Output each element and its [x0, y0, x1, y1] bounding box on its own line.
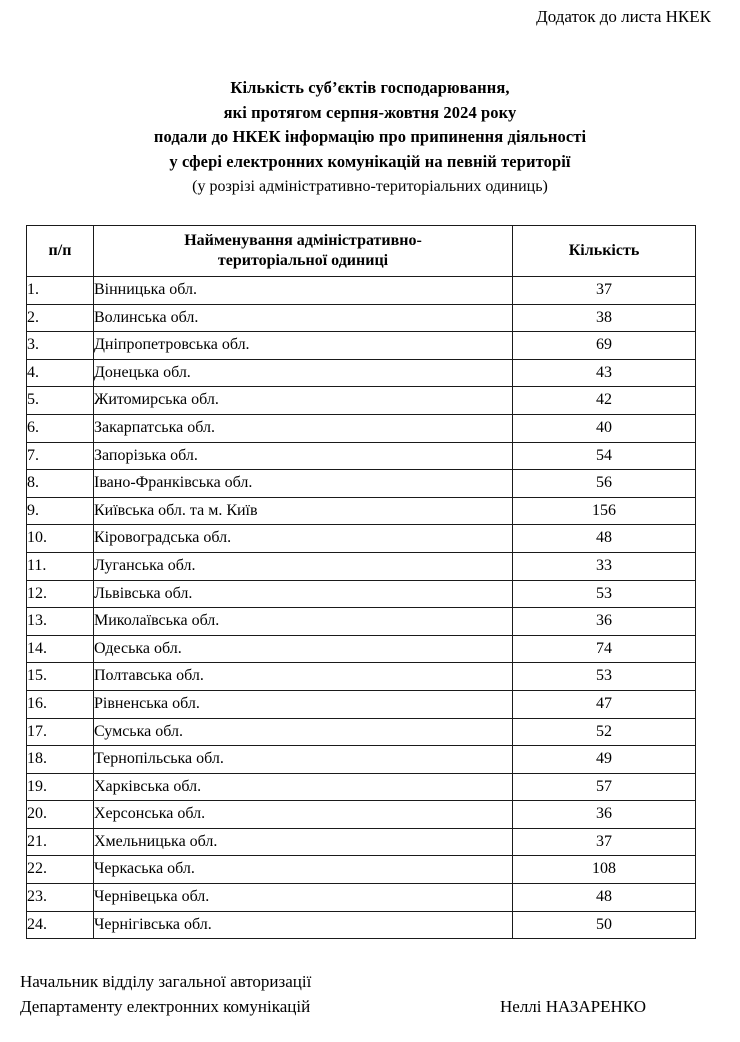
row-region-name: Донецька обл. [94, 359, 513, 387]
row-count: 108 [513, 856, 696, 884]
row-region-name: Черкаська обл. [94, 856, 513, 884]
signature-position-line1: Начальник відділу загальної авторизації [20, 972, 312, 991]
table-row [27, 856, 696, 884]
table-row [27, 773, 696, 801]
column-header-name [94, 226, 513, 277]
row-count: 42 [513, 387, 696, 415]
row-region-name: Луганська обл. [94, 552, 513, 580]
row-count: 49 [513, 746, 696, 774]
row-region-name: Кіровоградська обл. [94, 525, 513, 553]
row-number: 23. [27, 884, 94, 912]
row-number: 7. [27, 442, 94, 470]
row-region-name: Запорізька обл. [94, 442, 513, 470]
row-number: 5. [27, 387, 94, 415]
row-count: 52 [513, 718, 696, 746]
row-region-name: Миколаївська обл. [94, 608, 513, 636]
row-count: 56 [513, 470, 696, 498]
row-count: 47 [513, 690, 696, 718]
table-row [27, 608, 696, 636]
row-number: 1. [27, 277, 94, 305]
row-number: 18. [27, 746, 94, 774]
row-number: 3. [27, 332, 94, 360]
row-count: 37 [513, 277, 696, 305]
table-row [27, 552, 696, 580]
table-row [27, 387, 696, 415]
table-header [27, 226, 696, 277]
row-count: 43 [513, 359, 696, 387]
row-number: 12. [27, 580, 94, 608]
row-count: 74 [513, 635, 696, 663]
table-row [27, 580, 696, 608]
row-number: 10. [27, 525, 94, 553]
row-region-name: Сумська обл. [94, 718, 513, 746]
signature-position-line2: Департаменту електронних комунікацій [20, 997, 311, 1016]
row-number: 2. [27, 304, 94, 332]
row-number: 14. [27, 635, 94, 663]
row-count: 54 [513, 442, 696, 470]
table-row [27, 470, 696, 498]
row-region-name: Вінницька обл. [94, 277, 513, 305]
title-line-4: у сфері електронних комунікацій на певній території [169, 151, 571, 171]
table-header-row [27, 226, 696, 277]
row-region-name: Чернівецька обл. [94, 884, 513, 912]
row-region-name: Херсонська обл. [94, 801, 513, 829]
row-region-name: Дніпропетровська обл. [94, 332, 513, 360]
table-row [27, 690, 696, 718]
signature-block [20, 969, 720, 1019]
title-subtitle: (у розрізі адміністративно-територіальних одиниць) [192, 178, 548, 195]
row-count: 69 [513, 332, 696, 360]
row-count: 53 [513, 663, 696, 691]
table-row [27, 911, 696, 939]
column-header-name-line2: територіальної одиниці [217, 252, 389, 269]
table-row [27, 332, 696, 360]
table-row [27, 663, 696, 691]
row-number: 16. [27, 690, 94, 718]
row-region-name: Чернігівська обл. [94, 911, 513, 939]
table-row [27, 884, 696, 912]
row-region-name: Івано-Франківська обл. [94, 470, 513, 498]
row-region-name: Київська обл. та м. Київ [94, 497, 513, 525]
row-count: 40 [513, 414, 696, 442]
row-number: 22. [27, 856, 94, 884]
row-number: 4. [27, 359, 94, 387]
row-number: 20. [27, 801, 94, 829]
row-region-name: Рівненська обл. [94, 690, 513, 718]
signature-name: Неллі НАЗАРЕНКО [500, 997, 646, 1016]
row-region-name: Волинська обл. [94, 304, 513, 332]
row-number: 15. [27, 663, 94, 691]
row-count: 53 [513, 580, 696, 608]
row-count: 36 [513, 608, 696, 636]
row-number: 8. [27, 470, 94, 498]
table-row [27, 718, 696, 746]
row-region-name: Львівська обл. [94, 580, 513, 608]
table-row [27, 746, 696, 774]
column-header-count: Кількість [513, 226, 696, 277]
row-number: 11. [27, 552, 94, 580]
row-region-name: Полтавська обл. [94, 663, 513, 691]
row-region-name: Харківська обл. [94, 773, 513, 801]
row-region-name: Житомирська обл. [94, 387, 513, 415]
row-number: 24. [27, 911, 94, 939]
row-count: 33 [513, 552, 696, 580]
title-line-1: Кількість суб’єктів господарювання, [230, 78, 510, 97]
row-region-name: Одеська обл. [94, 635, 513, 663]
row-count: 37 [513, 828, 696, 856]
row-region-name: Тернопільська обл. [94, 746, 513, 774]
table-row [27, 442, 696, 470]
row-number: 9. [27, 497, 94, 525]
row-count: 57 [513, 773, 696, 801]
table-row [27, 359, 696, 387]
document-title-block [0, 76, 740, 199]
table-row [27, 414, 696, 442]
row-region-name: Закарпатська обл. [94, 414, 513, 442]
table-row [27, 635, 696, 663]
row-count: 48 [513, 525, 696, 553]
row-number: 13. [27, 608, 94, 636]
row-count: 156 [513, 497, 696, 525]
row-number: 17. [27, 718, 94, 746]
regions-table-container [26, 225, 668, 939]
row-count: 48 [513, 884, 696, 912]
title-line-2: які протягом серпня-жовтня 2024 року [223, 102, 517, 122]
table-row [27, 277, 696, 305]
signature-position [20, 969, 720, 1019]
row-count: 38 [513, 304, 696, 332]
title-line-3: подали до НКЕК інформацію про припинення діяльності [153, 127, 587, 146]
table-row [27, 525, 696, 553]
table-row [27, 801, 696, 829]
row-number: 21. [27, 828, 94, 856]
column-header-number: п/п [27, 226, 94, 277]
table-row [27, 497, 696, 525]
column-header-name-line1: Найменування адміністративно- [184, 232, 422, 249]
row-number: 6. [27, 414, 94, 442]
table-row [27, 828, 696, 856]
annex-note: Додаток до листа НКЕК [536, 7, 711, 26]
row-count: 36 [513, 801, 696, 829]
row-region-name: Хмельницька обл. [94, 828, 513, 856]
table-body [27, 277, 696, 939]
table-row [27, 304, 696, 332]
row-number: 19. [27, 773, 94, 801]
regions-table [26, 225, 696, 939]
row-count: 50 [513, 911, 696, 939]
